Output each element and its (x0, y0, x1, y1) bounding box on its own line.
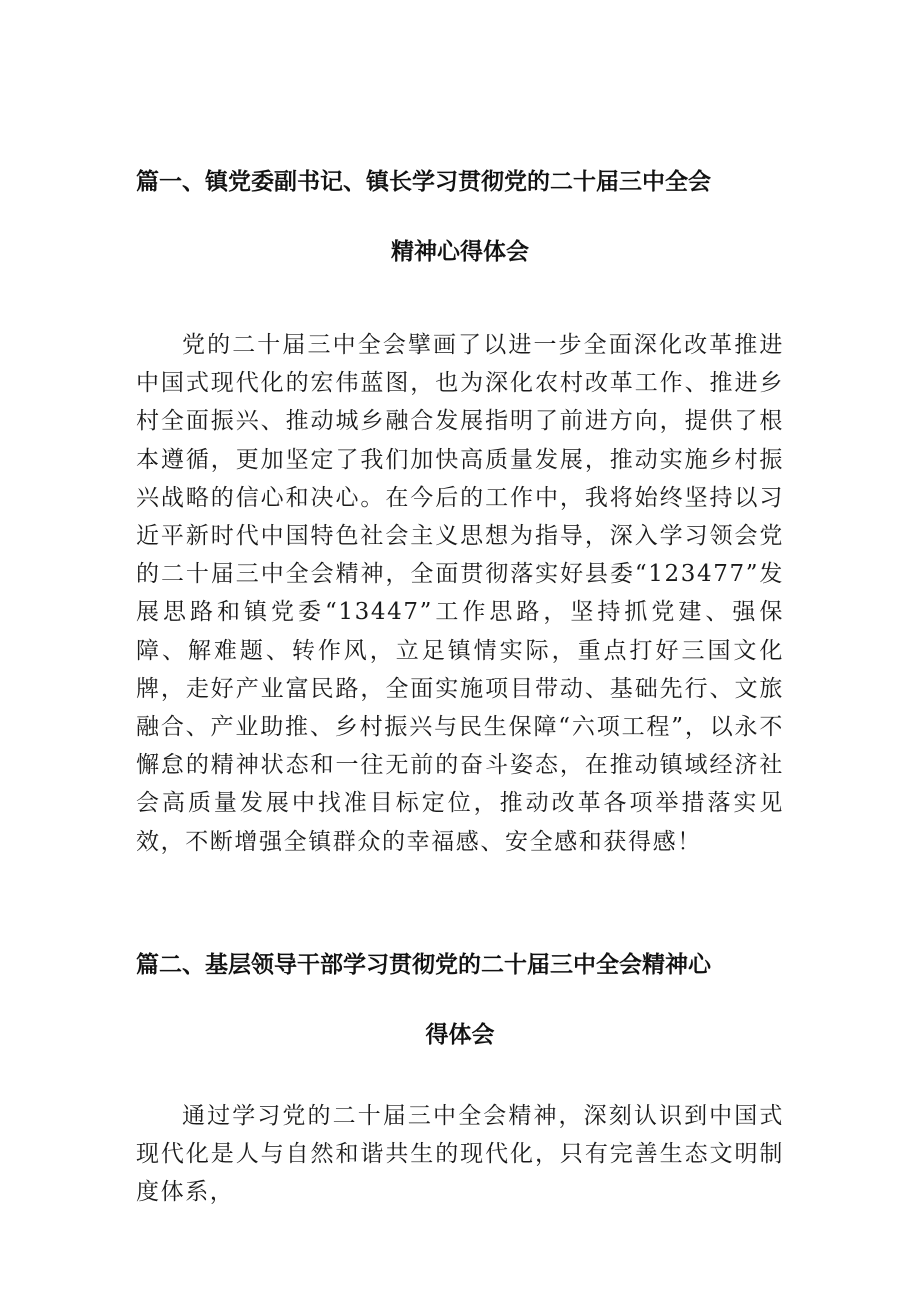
section-2-title-line-2: 得体会 (425, 1022, 495, 1048)
section-2-paragraph: 通过学习党的二十届三中全会精神，深刻认识到中国式现代化是人与自然和谐共生的现代化，只有完善生态文明制度体系， (136, 1103, 784, 1206)
section-1-title (0, 167, 920, 267)
section-2-title (0, 950, 920, 1050)
section-1-title-line-1: 篇一、镇党委副书记、镇长学习贯彻党的二十届三中全会 (136, 169, 711, 195)
section-2-title-line-1: 篇二、基层领导干部学习贯彻党的二十届三中全会精神心 (136, 952, 711, 978)
section-1-title-line-2: 精神心得体会 (391, 239, 529, 265)
section-1-paragraph: 党的二十届三中全会擘画了以进一步全面深化改革推进中国式现代化的宏伟蓝图，也为深化农村改革工作、推进乡村全面振兴、推动城乡融合发展指明了前进方向，提供了根本遵循，更加坚定了我们加快高质量发展，推动实施乡村振兴战略的信心和决心。在今后的工作中，我将始终坚持以习近平新时代中国特色社会主义思想为指导，深入学习领会党的二十届三中全会精神，全面贯彻落实好县委“123477”发展思路和镇党委“13447”工作思路，坚持抓党建、强保障、解难题、转作风，立足镇情实际，重点打好三国文化牌，走好产业富民路，全面实施项目带动、基础先行、文旅融合、产业助推、乡村振兴与民生保障“六项工程”，以永不懈怠的精神状态和一往无前的奋斗姿态，在推动镇域经济社会高质量发展中找准目标定位，推动改革各项举措落实见效，不断增强全镇群众的幸福感、安全感和获得感！ (136, 332, 784, 855)
